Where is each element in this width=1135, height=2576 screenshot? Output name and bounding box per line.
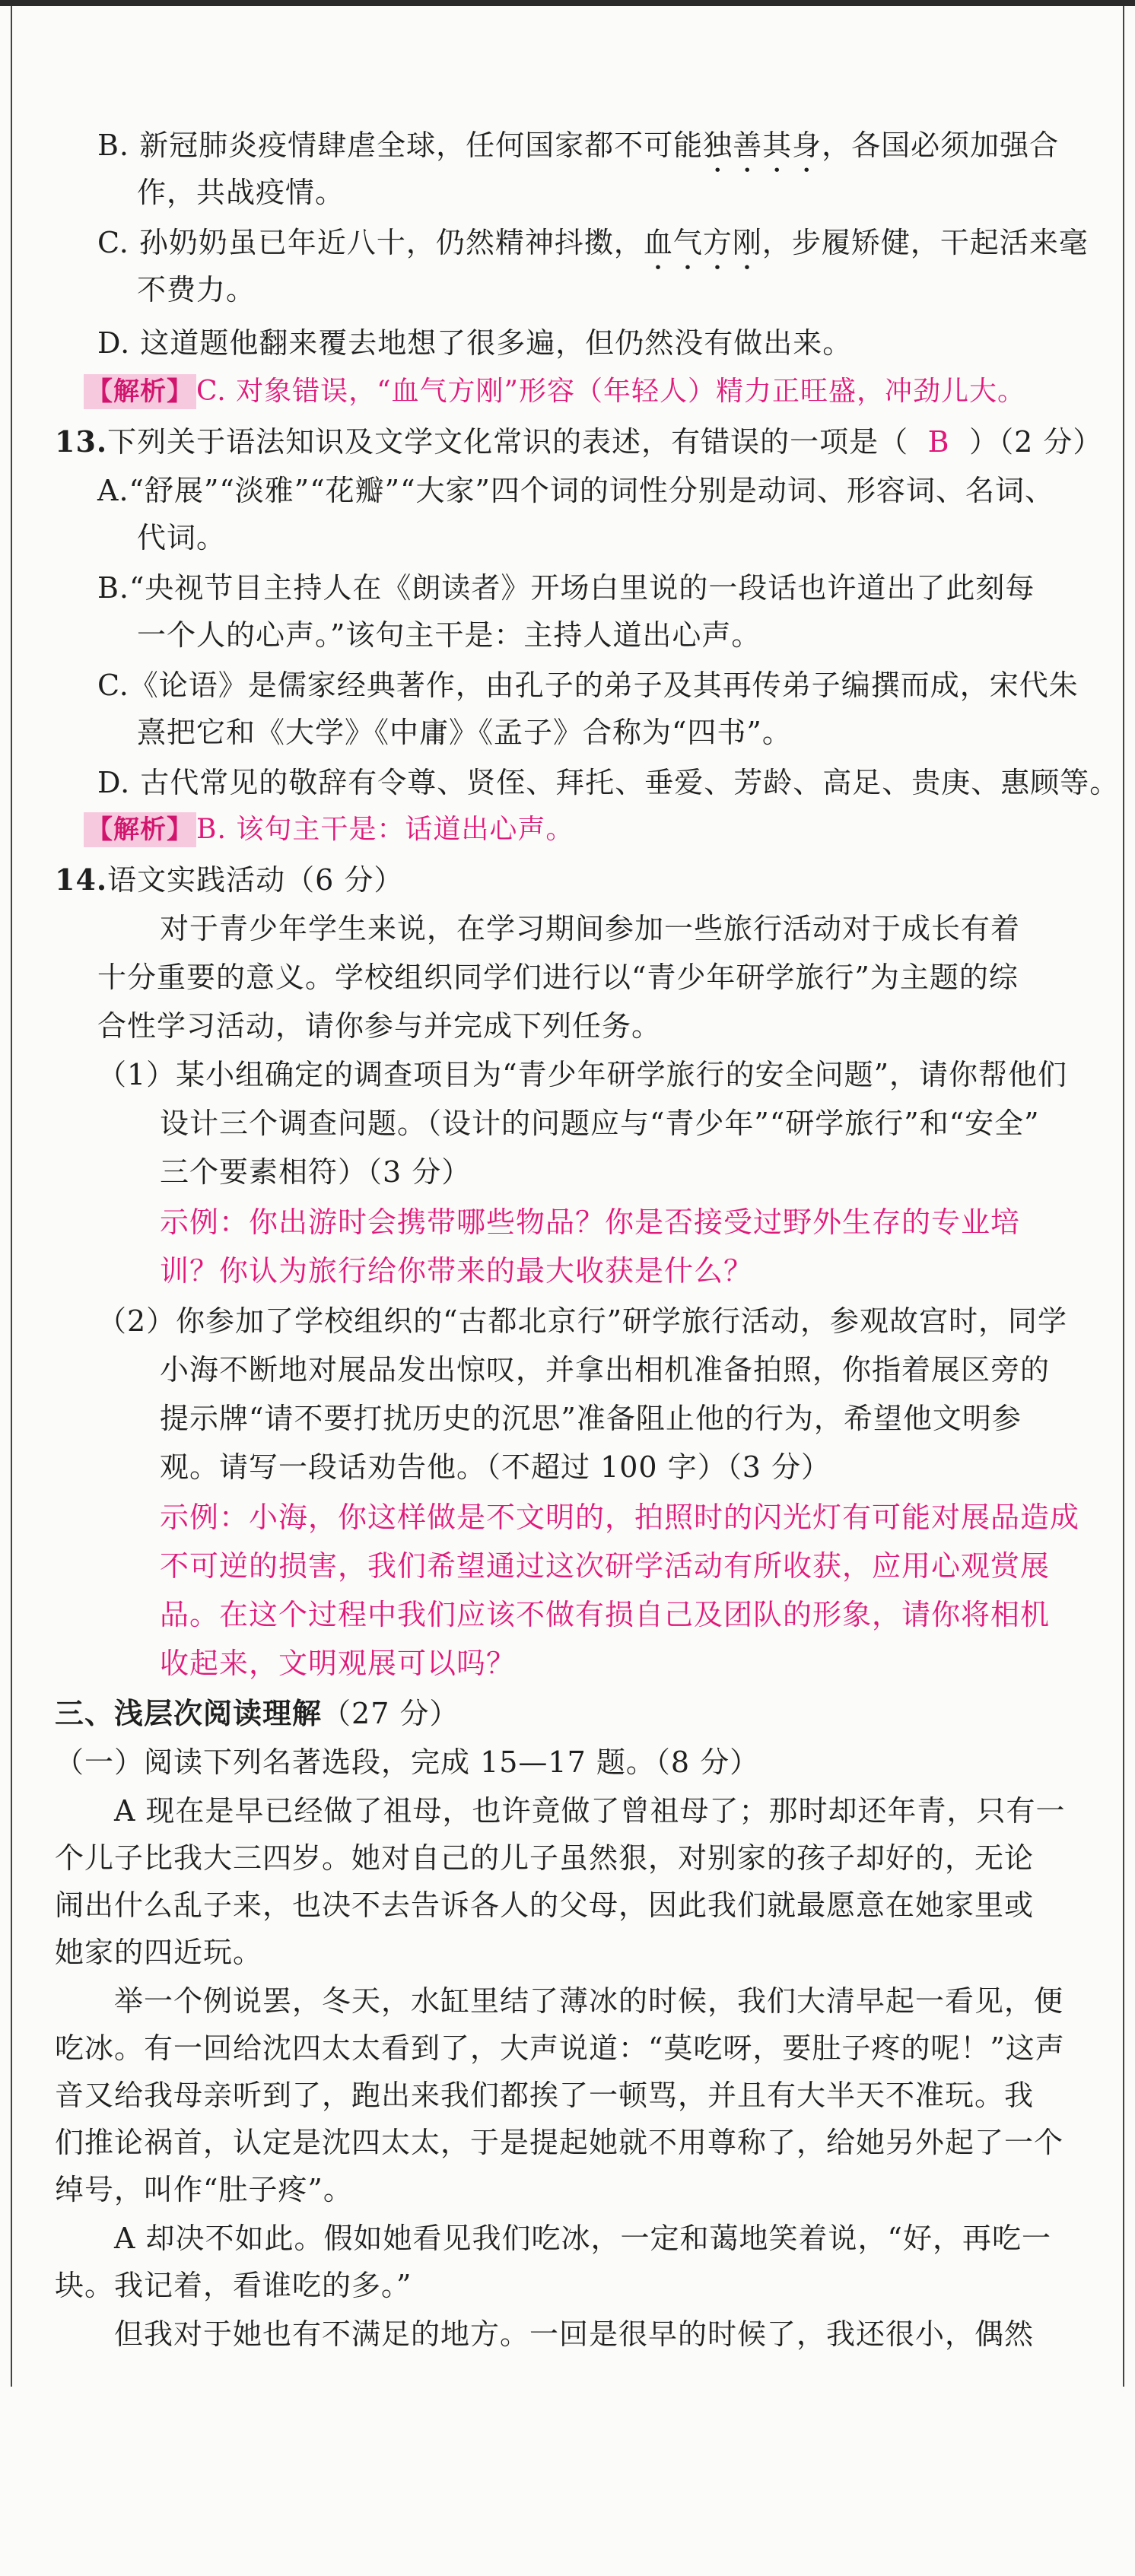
emphasized-idiom: 血气方刚 bbox=[643, 226, 762, 259]
q12-option-d: D. 这道题他翻来覆去地想了很多遍，但仍然没有做出来。 bbox=[97, 326, 853, 360]
passage-p3-line2: 块。我记着，看谁吃的多。” bbox=[55, 2269, 412, 2302]
analysis-tag: 【解析】 bbox=[84, 374, 196, 409]
passage-p1-line3: 闹出什么乱子来，也决不去告诉各人的父母，因此我们就最愿意在她家里或 bbox=[55, 1888, 1035, 1922]
q13-option-c-line2: 熹把它和《大学》《中庸》《孟子》合称为“四书”。 bbox=[137, 716, 792, 749]
text: ，步履矫健，干起活来毫 bbox=[761, 226, 1089, 259]
q14-task2-line1: （2）你参加了学校组织的“古都北京行”研学旅行活动，参观故宫时，同学 bbox=[97, 1304, 1068, 1338]
passage-p4-line1: 但我对于她也有不满足的地方。一回是很早的时候了，我还很小，偶然 bbox=[114, 2317, 1035, 2351]
text: C. 孙奶奶虽已年近八十，仍然精神抖擞， bbox=[97, 226, 644, 259]
q13-option-d: D. 古代常见的敬辞有令尊、贤侄、拜托、垂爱、芳龄、高足、贵庚、惠顾等。 bbox=[97, 766, 1120, 799]
q14-task1-answer-line1: 示例：你出游时会携带哪些物品？你是否接受过野外生存的专业培 bbox=[160, 1205, 1021, 1239]
passage-p3-line1: A 却决不如此。假如她看见我们吃冰，一定和蔼地笑着说，“好，再吃一 bbox=[114, 2222, 1051, 2255]
passage-p2-line2: 吃冰。有一回给沈四太太看到了，大声说道：“莫吃呀，要肚子疼的呢！”这声 bbox=[55, 2031, 1065, 2065]
analysis-text: B. 该句主干是：话道出心声。 bbox=[196, 814, 574, 845]
passage-p1-line1: A 现在是早已经做了祖母，也许竟做了曾祖母了；那时却还年青，只有一 bbox=[114, 1794, 1066, 1828]
q14-intro-line1: 对于青少年学生来说，在学习期间参加一些旅行活动对于成长有着 bbox=[160, 912, 1021, 945]
q14-task2-answer-line3: 品。在这个过程中我们应该不做有损自己及团队的形象，请你将相机 bbox=[160, 1598, 1051, 1631]
text: ）（2 分） bbox=[969, 425, 1103, 459]
q13-option-c-line1: C.《论语》是儒家经典著作，由孔子的弟子及其再传弟子编撰而成，宋代朱 bbox=[97, 669, 1079, 702]
answer-blank: B bbox=[927, 425, 950, 459]
q14-task1-line1: （1）某小组确定的调查项目为“青少年研学旅行的安全问题”，请你帮他们 bbox=[97, 1058, 1068, 1091]
q12-option-b-line2: 作，共战疫情。 bbox=[137, 176, 345, 209]
passage-p2-line5: 绰号，叫作“肚子疼”。 bbox=[55, 2173, 353, 2206]
q14-intro-line2: 十分重要的意义。学校组织同学们进行以“青少年研学旅行”为主题的综 bbox=[97, 961, 1019, 994]
q14-task2-line4: 观。请写一段话劝告他。（不超过 100 字）（3 分） bbox=[160, 1450, 831, 1484]
section3-subheading: （一）阅读下列名著选段，完成 15—17 题。（8 分） bbox=[55, 1745, 760, 1779]
analysis-tag: 【解析】 bbox=[84, 812, 196, 847]
emphasized-idiom: 独善其身 bbox=[703, 129, 822, 162]
q13-option-b-line1: B.“央视节目主持人在《朗读者》开场白里说的一段话也许道出了此刻每 bbox=[97, 571, 1035, 605]
q14-task2-answer-line2: 不可逆的损害，我们希望通过这次研学活动有所收获，应用心观赏展 bbox=[160, 1549, 1051, 1583]
question-number: 13. bbox=[55, 424, 108, 459]
q14-task2-answer-line1: 示例：小海，你这样做是不文明的，拍照时的闪光灯有可能对展品造成 bbox=[160, 1501, 1080, 1534]
text: ，各国必须加强合 bbox=[822, 129, 1060, 162]
text: B. 新冠肺炎疫情肆虐全球，任何国家都不可能 bbox=[97, 129, 704, 162]
passage-p2-line3: 音又给我母亲听到了，跑出来我们都挨了一顿骂，并且有大半天不准玩。我 bbox=[55, 2079, 1035, 2112]
question-number: 14. bbox=[55, 862, 108, 897]
q13-option-a-line2: 代词。 bbox=[137, 521, 227, 554]
q12-option-c-line2: 不费力。 bbox=[137, 273, 256, 307]
text: 下列关于语法知识及文学文化常识的表述，有错误的一项是（ bbox=[107, 425, 909, 459]
q14-task1-line2: 设计三个调查问题。（设计的问题应与“青少年”“研学旅行”和“安全” bbox=[160, 1107, 1040, 1140]
q13-option-b-line2: 一个人的心声。”该句主干是：主持人道出心声。 bbox=[137, 618, 761, 652]
q14-intro-line3: 合性学习活动，请你参与并完成下列任务。 bbox=[97, 1009, 662, 1043]
q14-task2-line3: 提示牌“请不要打扰历史的沉思”准备阻止他的行为，希望他文明参 bbox=[160, 1402, 1022, 1435]
section-points: （27 分） bbox=[322, 1697, 459, 1730]
q13-option-a-line1: A.“舒展”“淡雅”“花瓣”“大家”四个词的词性分别是动词、形容词、名词、 bbox=[97, 474, 1054, 507]
passage-p2-line1: 举一个例说罢，冬天，水缸里结了薄冰的时候，我们大清早起一看见，便 bbox=[114, 1984, 1064, 2018]
q14-task2-answer-line4: 收起来，文明观展可以吗？ bbox=[160, 1647, 517, 1680]
analysis-text: C. 对象错误，“血气方刚”形容（年轻人）精力正旺盛，冲劲儿大。 bbox=[196, 376, 1025, 407]
passage-p1-line4: 她家的四近玩。 bbox=[55, 1936, 263, 1969]
q14-task2-line2: 小海不断地对展品发出惊叹，并拿出相机准备拍照，你指着展区旁的 bbox=[160, 1353, 1051, 1386]
passage-p2-line4: 们推论祸首，认定是沈四太太，于是提起她就不用尊称了，给她另外起了一个 bbox=[55, 2126, 1064, 2159]
q14-task1-line3: 三个要素相符）（3 分） bbox=[160, 1155, 472, 1189]
text: 语文实践活动（6 分） bbox=[107, 863, 404, 897]
section-title: 三、浅层次阅读理解 bbox=[55, 1696, 323, 1730]
passage-p1-line2: 个儿子比我大三四岁。她对自己的儿子虽然狠，对别家的孩子却好的，无论 bbox=[55, 1841, 1035, 1875]
q14-task1-answer-line2: 训？你认为旅行给你带来的最大收获是什么？ bbox=[160, 1254, 754, 1288]
